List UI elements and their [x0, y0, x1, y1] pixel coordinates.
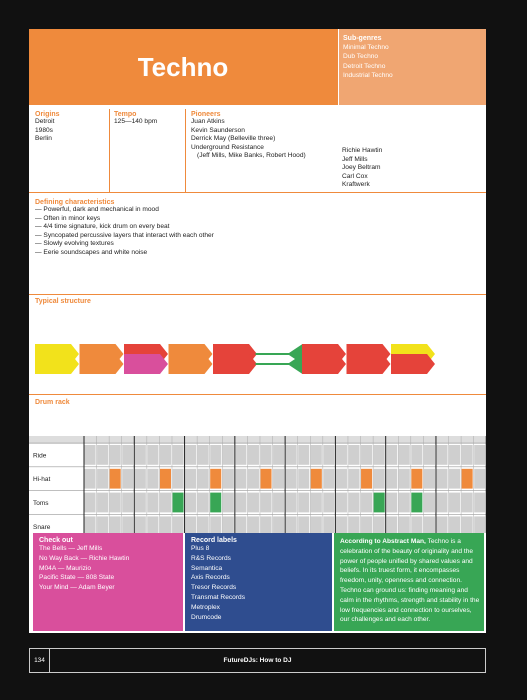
- characteristic-item: — Often in minor keys: [35, 214, 101, 222]
- section-block: [169, 354, 213, 374]
- step-cell: [474, 445, 485, 465]
- characteristic-item: — 4/4 time signature, kick drum on every beat: [35, 223, 170, 231]
- step-cell: [424, 445, 435, 465]
- track-item: Pacific State — 808 State: [39, 574, 115, 582]
- step-cell: [436, 469, 447, 489]
- step-cell: [185, 445, 196, 465]
- step-cell: [223, 516, 234, 533]
- step-cell: [97, 493, 108, 513]
- tempo-column: [114, 111, 157, 127]
- step-cell: [286, 516, 297, 533]
- step-cell: [374, 469, 385, 489]
- step-cell: [235, 516, 246, 533]
- step-cell: [273, 445, 284, 465]
- step-cell: [160, 493, 171, 513]
- step-cell: [474, 516, 485, 533]
- characteristic-item: — Syncopated percussive layers that interact with each other: [35, 231, 214, 239]
- label-item: Tresor Records: [191, 584, 237, 592]
- step-cell: [235, 445, 246, 465]
- drum-rack-grid: [29, 395, 486, 533]
- step-cell: [348, 493, 359, 513]
- step-cell: [198, 493, 209, 513]
- step-cell: [424, 493, 435, 513]
- step-cell: [286, 445, 297, 465]
- step-cell: [298, 516, 309, 533]
- drum-rack-heading: Drum rack: [35, 399, 70, 406]
- step-cell: [399, 469, 410, 489]
- step-cell: [311, 469, 322, 489]
- step-cell: [110, 445, 121, 465]
- step-cell: [160, 516, 171, 533]
- step-cell: [424, 516, 435, 533]
- section-block: [124, 354, 168, 374]
- step-cell: [210, 516, 221, 533]
- header: [29, 29, 486, 105]
- subgenre-item: Dub Techno: [343, 53, 379, 61]
- step-cell: [248, 516, 259, 533]
- step-cell: [260, 469, 271, 489]
- step-cell: [474, 493, 485, 513]
- structure-heading: Typical structure: [35, 298, 91, 305]
- step-cell: [361, 516, 372, 533]
- step-cell: [361, 493, 372, 513]
- step-cell: [298, 493, 309, 513]
- step-cell: [449, 469, 460, 489]
- characteristic-item: — Eerie soundscapes and white noise: [35, 248, 148, 256]
- drum-rack-section: [29, 395, 486, 533]
- step-cell: [198, 516, 209, 533]
- genre-page: [29, 29, 486, 633]
- step-cell: [185, 516, 196, 533]
- step-cell: [122, 516, 133, 533]
- step-cell: [311, 516, 322, 533]
- pioneers-heading: Pioneers: [191, 111, 221, 118]
- track-item: M04A — Maurizio: [39, 564, 92, 572]
- step-cell: [223, 469, 234, 489]
- structure-diagram: [29, 295, 486, 395]
- label-item: Plus 8: [191, 545, 210, 552]
- step-cell: [110, 469, 121, 489]
- step-cell: [449, 516, 460, 533]
- step-cell: [210, 445, 221, 465]
- step-cell: [210, 493, 221, 513]
- step-cell: [386, 445, 397, 465]
- step-cell: [248, 469, 259, 489]
- step-cell: [110, 516, 121, 533]
- origin-item: Detroit: [35, 118, 55, 125]
- step-cell: [462, 493, 473, 513]
- step-cell: [462, 469, 473, 489]
- step-cell: [336, 445, 347, 465]
- step-cell: [273, 493, 284, 513]
- step-cell: [172, 445, 183, 465]
- step-cell: [260, 516, 271, 533]
- step-cell: [462, 516, 473, 533]
- divider: [109, 109, 110, 193]
- step-cell: [374, 493, 385, 513]
- step-cell: [311, 493, 322, 513]
- book-title: FutureDJs: How to DJ: [223, 657, 292, 664]
- step-cell: [147, 493, 158, 513]
- track-item: Your Mind — Adam Beyer: [39, 584, 115, 592]
- step-cell: [172, 493, 183, 513]
- step-cell: [336, 469, 347, 489]
- label-item: Drumcode: [191, 613, 222, 621]
- step-cell: [323, 516, 334, 533]
- label-item: Transmat Records: [191, 593, 245, 601]
- section-block: [347, 354, 391, 374]
- origins-heading: Origins: [35, 111, 60, 118]
- step-cell: [399, 516, 410, 533]
- section-block: [302, 354, 346, 374]
- step-cell: [172, 469, 183, 489]
- step-cell: [235, 493, 246, 513]
- quote-heading: According to Abstract Man,: [340, 538, 426, 545]
- pioneer-item: Kevin Saunderson: [191, 126, 245, 134]
- step-cell: [122, 469, 133, 489]
- step-cell: [399, 445, 410, 465]
- structure-section: [29, 295, 486, 395]
- step-cell: [135, 493, 146, 513]
- row-label: Toms: [33, 500, 49, 507]
- pioneers-column: [191, 111, 306, 161]
- quote-box: [334, 533, 484, 631]
- track-item: The Bells — Jeff Mills: [39, 545, 103, 552]
- step-cell: [348, 445, 359, 465]
- label-item: Axis Records: [191, 574, 230, 582]
- step-cell: [135, 445, 146, 465]
- step-cell: [424, 469, 435, 489]
- step-cell: [298, 469, 309, 489]
- pioneer-item: Carl Cox: [342, 172, 368, 180]
- section-block: [80, 354, 124, 374]
- step-cell: [260, 493, 271, 513]
- page-footer: [29, 648, 486, 673]
- step-cell: [147, 469, 158, 489]
- step-cell: [449, 445, 460, 465]
- step-cell: [135, 516, 146, 533]
- step-cell: [172, 516, 183, 533]
- characteristics-heading: Defining characteristics: [35, 199, 115, 206]
- subgenre-item: Industrial Techno: [343, 71, 393, 79]
- step-cell: [85, 445, 96, 465]
- pioneer-item: Underground Resistance: [191, 143, 264, 151]
- step-cell: [210, 469, 221, 489]
- step-cell: [260, 445, 271, 465]
- step-cell: [273, 516, 284, 533]
- track-item: No Way Back — Richie Hawtin: [39, 554, 130, 562]
- step-cell: [462, 445, 473, 465]
- step-cell: [411, 493, 422, 513]
- step-cell: [273, 469, 284, 489]
- pioneer-item: Kraftwerk: [342, 181, 370, 189]
- step-cell: [97, 516, 108, 533]
- step-cell: [185, 493, 196, 513]
- label-item: R&S Records: [191, 554, 231, 562]
- step-cell: [85, 469, 96, 489]
- quote-text: Techno is a celebration of the beauty of originality and the power of people unified by shared values and beliefs. In its truest form, it encompasses freedom, unity, openness and connection. Techno can ground us: finding meaning and calm in the rhythms, strength and stability in the low frequencies and connection to ourselves, our challenges and each other.: [340, 538, 480, 624]
- tempo-heading: Tempo: [114, 111, 137, 118]
- step-cell: [348, 516, 359, 533]
- step-cell: [348, 469, 359, 489]
- origins-column: [35, 111, 60, 144]
- step-cell: [85, 516, 96, 533]
- step-cell: [436, 516, 447, 533]
- step-cell: [185, 469, 196, 489]
- origin-item: Berlin: [35, 135, 52, 143]
- record-labels-heading: Record labels: [191, 537, 237, 544]
- quote-content: [340, 537, 484, 625]
- characteristic-item: — Powerful, dark and mechanical in mood: [35, 206, 159, 213]
- section-block: [213, 354, 257, 374]
- step-cell: [386, 493, 397, 513]
- row-label: Hi-hat: [33, 476, 51, 484]
- step-cell: [97, 469, 108, 489]
- step-cell: [135, 469, 146, 489]
- step-cell: [286, 493, 297, 513]
- row-label: Ride: [33, 452, 47, 460]
- step-cell: [323, 469, 334, 489]
- step-cell: [235, 469, 246, 489]
- origin-item: 1980s: [35, 126, 53, 134]
- pioneer-item: Juan Atkins: [191, 118, 225, 125]
- step-cell: [110, 493, 121, 513]
- step-cell: [374, 445, 385, 465]
- page-number: 134: [30, 649, 50, 672]
- pioneers-column-2: [342, 147, 382, 190]
- step-cell: [411, 516, 422, 533]
- check-out-box: [33, 533, 183, 631]
- step-cell: [198, 469, 209, 489]
- step-cell: [411, 469, 422, 489]
- step-cell: [336, 516, 347, 533]
- characteristic-item: — Slowly evolving textures: [35, 240, 114, 248]
- step-cell: [374, 516, 385, 533]
- step-cell: [361, 469, 372, 489]
- record-labels-box: [185, 533, 332, 631]
- pioneer-item: Richie Hawtin: [342, 147, 383, 154]
- step-cell: [122, 493, 133, 513]
- divider: [185, 109, 186, 193]
- step-cell: [85, 493, 96, 513]
- step-cell: [323, 445, 334, 465]
- pioneer-item: (Jeff Mills, Mike Banks, Robert Hood): [197, 152, 306, 160]
- step-cell: [160, 469, 171, 489]
- page-title: Techno: [137, 51, 229, 82]
- subgenres-panel: [338, 29, 486, 105]
- step-cell: [436, 445, 447, 465]
- check-out-heading: Check out: [39, 537, 73, 544]
- step-cell: [147, 445, 158, 465]
- step-cell: [298, 445, 309, 465]
- row-label: Snare: [33, 523, 51, 531]
- pioneer-item: Derrick May (Belleville three): [191, 135, 276, 143]
- step-cell: [97, 445, 108, 465]
- step-cell: [361, 445, 372, 465]
- step-cell: [449, 493, 460, 513]
- pioneer-item: Joey Beltram: [342, 164, 381, 172]
- step-cell: [198, 445, 209, 465]
- step-cell: [147, 516, 158, 533]
- section-block: [35, 354, 79, 374]
- step-cell: [122, 445, 133, 465]
- info-row: [29, 105, 486, 193]
- step-cell: [311, 445, 322, 465]
- pioneer-item: Jeff Mills: [342, 155, 368, 163]
- label-item: Semantica: [191, 564, 223, 572]
- step-cell: [386, 516, 397, 533]
- step-cell: [286, 469, 297, 489]
- subgenre-item: Detroit Techno: [343, 62, 386, 70]
- step-cell: [411, 445, 422, 465]
- step-cell: [223, 493, 234, 513]
- step-cell: [474, 469, 485, 489]
- step-cell: [386, 469, 397, 489]
- label-item: Metroplex: [191, 603, 220, 611]
- subgenre-item: Minimal Techno: [343, 44, 389, 51]
- characteristics-section: [29, 193, 486, 295]
- step-cell: [436, 493, 447, 513]
- step-cell: [248, 493, 259, 513]
- step-cell: [399, 493, 410, 513]
- step-cell: [336, 493, 347, 513]
- step-cell: [323, 493, 334, 513]
- subgenres-heading: Sub-genres: [343, 35, 382, 42]
- step-cell: [248, 445, 259, 465]
- step-cell: [160, 445, 171, 465]
- tempo-value: 125—140 bpm: [114, 118, 158, 125]
- step-cell: [223, 445, 234, 465]
- section-block: [391, 354, 435, 374]
